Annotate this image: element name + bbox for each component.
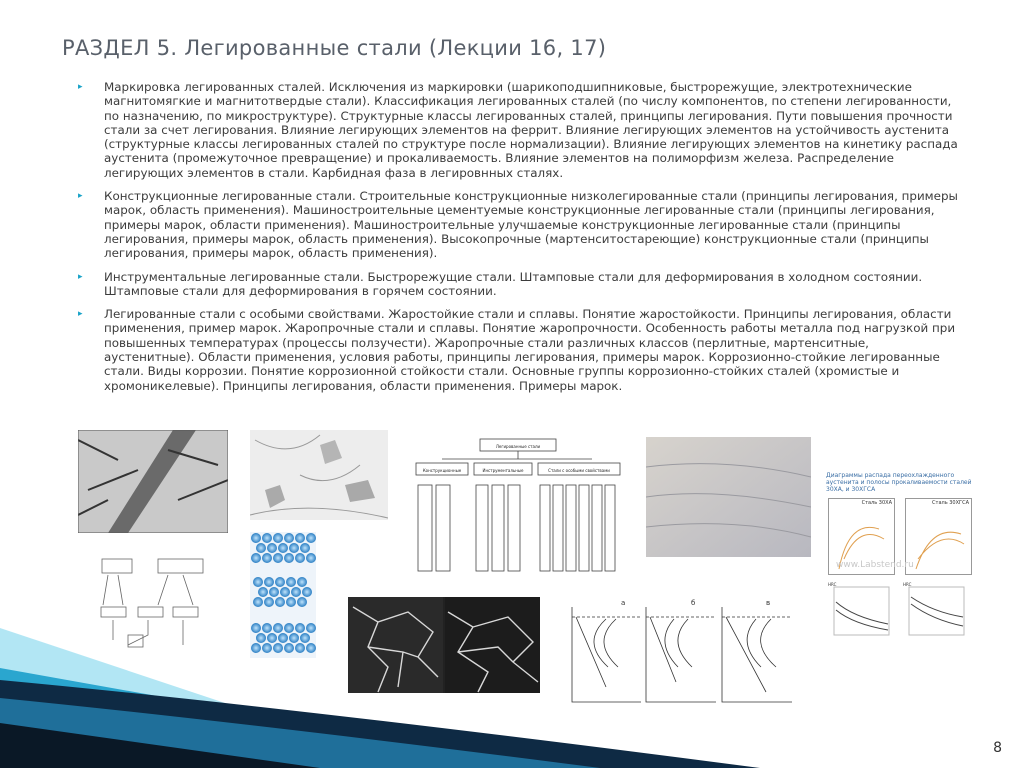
chart-panel-label: Сталь 30ХА (861, 500, 892, 506)
chart-title: Диаграммы распада переохлажденного аустенита и полосы прокаливаемости сталей 30ХА, и 30ХГСА (826, 472, 972, 493)
micrograph-image (78, 430, 228, 533)
diagram-group-label: Конструкционные (422, 468, 462, 473)
bullet-arrow-icon: ▸ (78, 82, 83, 92)
axis-label: HRC (828, 582, 837, 587)
bullet-item (78, 270, 958, 299)
bullet-text: Инструментальные легированные стали. Быстрорежущие стали. Штамповые стали для деформирования в холодном состоянии. Штамповые стали для деформирования в горячем состоянии. (104, 269, 923, 298)
micrograph-image (348, 597, 540, 693)
diagram-group-label: Стали с особыми свойствами (548, 468, 610, 473)
schematic-drawing (98, 555, 210, 652)
chart-panel-label: Сталь 30ХГСА (932, 500, 969, 506)
lattice-image (250, 532, 316, 658)
bullet-text: Маркировка легированных сталей. Исключения из маркировки (шарикоподшипниковые, быстрорежущие, электротехнические магнитомягкие и магнитотвердые стали). Классификация легированных сталей (по числу компонентов, по степени легированности, по назначению, по микроструктуре). Структурные классы легированных сталей, принципы легирования. Пути повышения прочности стали за счет легирования. Влияние легирующих элементов на феррит. Влияние легирующих элементов на устойчивость аустенита (структурные классы легированных сталей по структуре после нормализации). Влияние легирующих элементов на кинетику распада аустенита (промежуточное превращение) и прокаливаемость. Влияние элементов на полиморфизм железа. Распределение легирующих элементов в стали. Карбидная фаза в легировнных сталях. (104, 80, 958, 180)
bullet-item (78, 307, 958, 393)
curve-panel-label: а (621, 599, 626, 607)
bullet-text: Легированные стали с особыми свойствами. Жаростойкие стали и сплавы. Понятие жаростойкости. Принципы легирования, области применения, пример марок. Жаропрочные стали и сплавы. Понятие жаропрочности. Особенность работы металла под нагрузкой при повышенных температурах (процессы ползучести). Жаропрочные стали различных классов (перлитные, мартенситные, аустенитные). Области применения, условия работы, принципы легирования, примеры марок. Коррозионно-стойкие легированные стали. Виды коррозии. Понятие коррозионной стойкости стали. Основные группы коррозионно-стойких сталей (хромистые и хромоникелевые). Принципы легирования, области применения. Примеры марок. (104, 307, 956, 393)
bullet-arrow-icon: ▸ (78, 309, 83, 320)
axis-label: HRC (903, 582, 912, 587)
bullet-text: Конструкционные легированные стали. Строительные конструкционные низколегированные стали (принципы легирования, примеры марок, область применения). Машиностроительные цементуемые конструкционные легированные стали (принципы легирования, примеры марок, области применения). Машиностроительные улучшаемые конструкционные легированные стали (принципы легирования, примеры марок, область применения). Высокопрочные (мартенситостареющие) конструкционные стали (принципы легирования, примеры марок, область применения). (104, 189, 958, 261)
page-number: 8 (993, 740, 1002, 756)
classification-diagram (412, 437, 624, 574)
bullet-arrow-icon: ▸ (78, 271, 83, 282)
slide-title: РАЗДЕЛ 5. Легированные стали (Лекции 16, 17) (62, 36, 607, 60)
bullet-item (78, 80, 958, 180)
ttt-curves (566, 597, 796, 709)
micrograph-image (646, 437, 811, 557)
diagram-top-label: Легированные стали (495, 444, 541, 449)
curve-panel-label: б (691, 599, 696, 607)
bullet-arrow-icon: ▸ (78, 191, 83, 202)
bullet-item (78, 189, 958, 260)
micrograph-image (250, 430, 388, 520)
decomposition-chart (822, 472, 977, 654)
curve-panel-label: в (766, 599, 771, 607)
watermark: www.Labstend.ru (836, 560, 914, 570)
diagram-group-label: Инструментальные (482, 468, 524, 473)
bullet-list (78, 80, 958, 402)
